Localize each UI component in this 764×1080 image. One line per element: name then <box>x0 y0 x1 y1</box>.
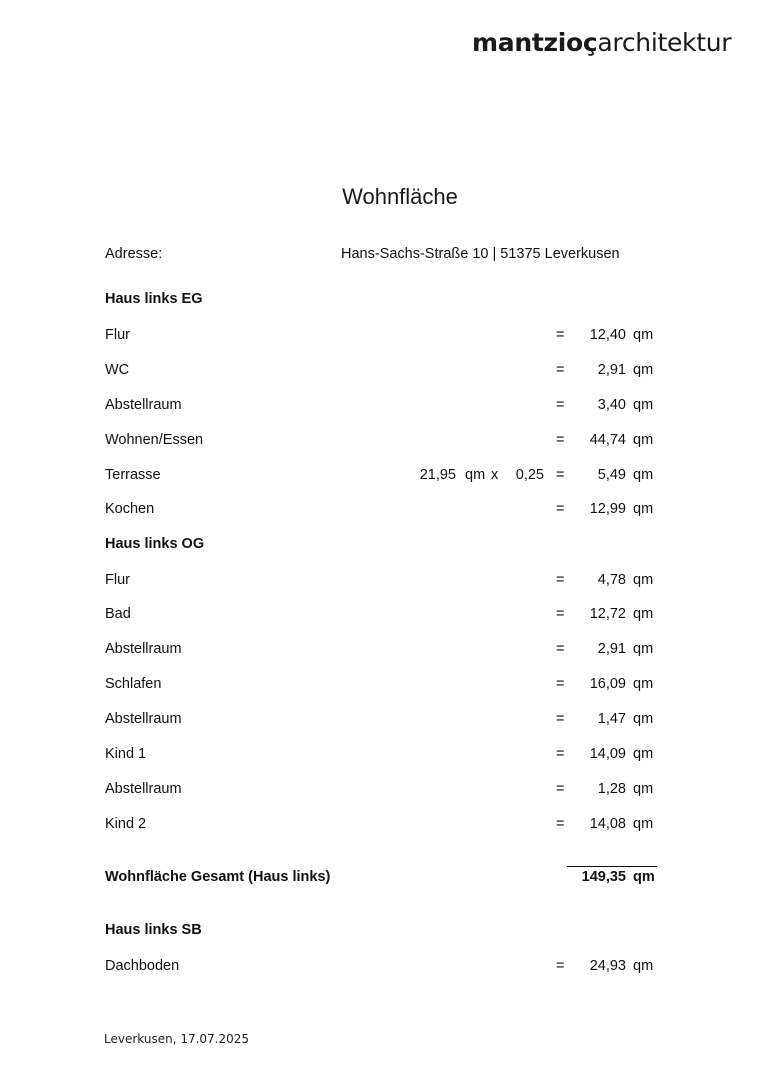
room-area: 14,09 <box>589 746 626 762</box>
room-name: Kochen <box>105 501 155 517</box>
room-area: 14,08 <box>589 816 626 832</box>
room-area: 5,49 <box>597 467 626 483</box>
multiply-sign: x <box>491 467 499 483</box>
area-unit: qm <box>633 432 654 448</box>
room-area: 1,28 <box>597 781 626 797</box>
section-heading-label: Haus links EG <box>105 291 203 307</box>
room-name: Bad <box>105 606 131 622</box>
room-name: Flur <box>105 572 130 588</box>
area-unit: qm <box>633 327 654 343</box>
room-row-terrace <box>0 465 764 485</box>
area-unit: qm <box>633 606 654 622</box>
terrace-base-area: 21,95 <box>419 467 456 483</box>
area-unit: qm <box>633 816 654 832</box>
equals-sign: = <box>556 958 565 974</box>
equals-sign: = <box>556 362 565 378</box>
terrace-base-unit: qm <box>465 467 486 483</box>
address-row <box>0 244 764 264</box>
room-area: 1,47 <box>597 711 626 727</box>
page-title: Wohnfläche <box>342 184 458 209</box>
equals-sign: = <box>556 397 565 413</box>
footer-place-date: Leverkusen, 17.07.2025 <box>104 1032 250 1046</box>
total-area: 149,35 <box>581 869 626 885</box>
room-row <box>0 779 764 799</box>
room-row <box>0 430 764 450</box>
room-area: 12,99 <box>589 501 626 517</box>
area-unit: qm <box>633 676 654 692</box>
room-name: WC <box>105 362 130 378</box>
terrace-factor: 0,25 <box>515 467 544 483</box>
room-row <box>0 325 764 345</box>
room-row <box>0 674 764 694</box>
equals-sign: = <box>556 816 565 832</box>
room-row <box>0 639 764 659</box>
room-row <box>0 709 764 729</box>
company-logo <box>472 28 731 57</box>
equals-sign: = <box>556 606 565 622</box>
equals-sign: = <box>556 676 565 692</box>
address-value: Hans-Sachs-Straße 10 | 51375 Leverkusen <box>341 246 620 262</box>
logo-light-text: architektur <box>597 28 732 57</box>
area-unit: qm <box>633 572 654 588</box>
room-row <box>0 395 764 415</box>
section-heading-eg <box>0 289 764 309</box>
room-name: Kind 1 <box>105 746 147 762</box>
room-row <box>0 360 764 380</box>
area-unit: qm <box>633 746 654 762</box>
equals-sign: = <box>556 781 565 797</box>
total-label: Wohnfläche Gesamt (Haus links) <box>105 869 331 885</box>
room-name: Wohnen/Essen <box>105 432 204 448</box>
area-unit: qm <box>633 781 654 797</box>
room-row <box>0 570 764 590</box>
area-unit: qm <box>633 958 654 974</box>
room-name: Schlafen <box>105 676 162 692</box>
equals-sign: = <box>556 432 565 448</box>
logo-bold-text: mantzioç <box>472 28 598 57</box>
room-area: 24,93 <box>589 958 626 974</box>
room-area: 12,72 <box>589 606 626 622</box>
room-name: Flur <box>105 327 130 343</box>
room-row <box>0 604 764 624</box>
room-area: 12,40 <box>589 327 626 343</box>
room-name: Abstellraum <box>105 397 182 413</box>
equals-sign: = <box>556 501 565 517</box>
room-row <box>0 814 764 834</box>
equals-sign: = <box>556 641 565 657</box>
room-area: 3,40 <box>597 397 626 413</box>
room-name: Abstellraum <box>105 781 182 797</box>
area-unit: qm <box>633 397 654 413</box>
equals-sign: = <box>556 711 565 727</box>
room-area: 44,74 <box>589 432 626 448</box>
room-name: Dachboden <box>105 958 180 974</box>
total-row <box>0 867 764 887</box>
area-unit: qm <box>633 362 654 378</box>
room-name: Abstellraum <box>105 641 182 657</box>
section-heading-og <box>0 534 764 554</box>
section-heading-label: Haus links SB <box>105 922 202 938</box>
room-name: Kind 2 <box>105 816 147 832</box>
equals-sign: = <box>556 572 565 588</box>
equals-sign: = <box>556 746 565 762</box>
room-row <box>0 744 764 764</box>
area-unit: qm <box>633 501 654 517</box>
area-unit: qm <box>633 641 654 657</box>
room-name: Terrasse <box>105 467 161 483</box>
area-unit: qm <box>633 711 654 727</box>
room-row <box>0 956 764 976</box>
equals-sign: = <box>556 327 565 343</box>
equals-sign: = <box>556 467 565 483</box>
section-heading-label: Haus links OG <box>105 536 205 552</box>
room-area: 4,78 <box>597 572 626 588</box>
room-row <box>0 499 764 519</box>
room-name: Abstellraum <box>105 711 182 727</box>
section-heading-sb <box>0 920 764 940</box>
address-label: Adresse: <box>105 246 163 262</box>
room-area: 2,91 <box>597 641 626 657</box>
room-area: 16,09 <box>589 676 626 692</box>
room-area: 2,91 <box>597 362 626 378</box>
total-unit: qm <box>633 869 655 885</box>
area-unit: qm <box>633 467 654 483</box>
